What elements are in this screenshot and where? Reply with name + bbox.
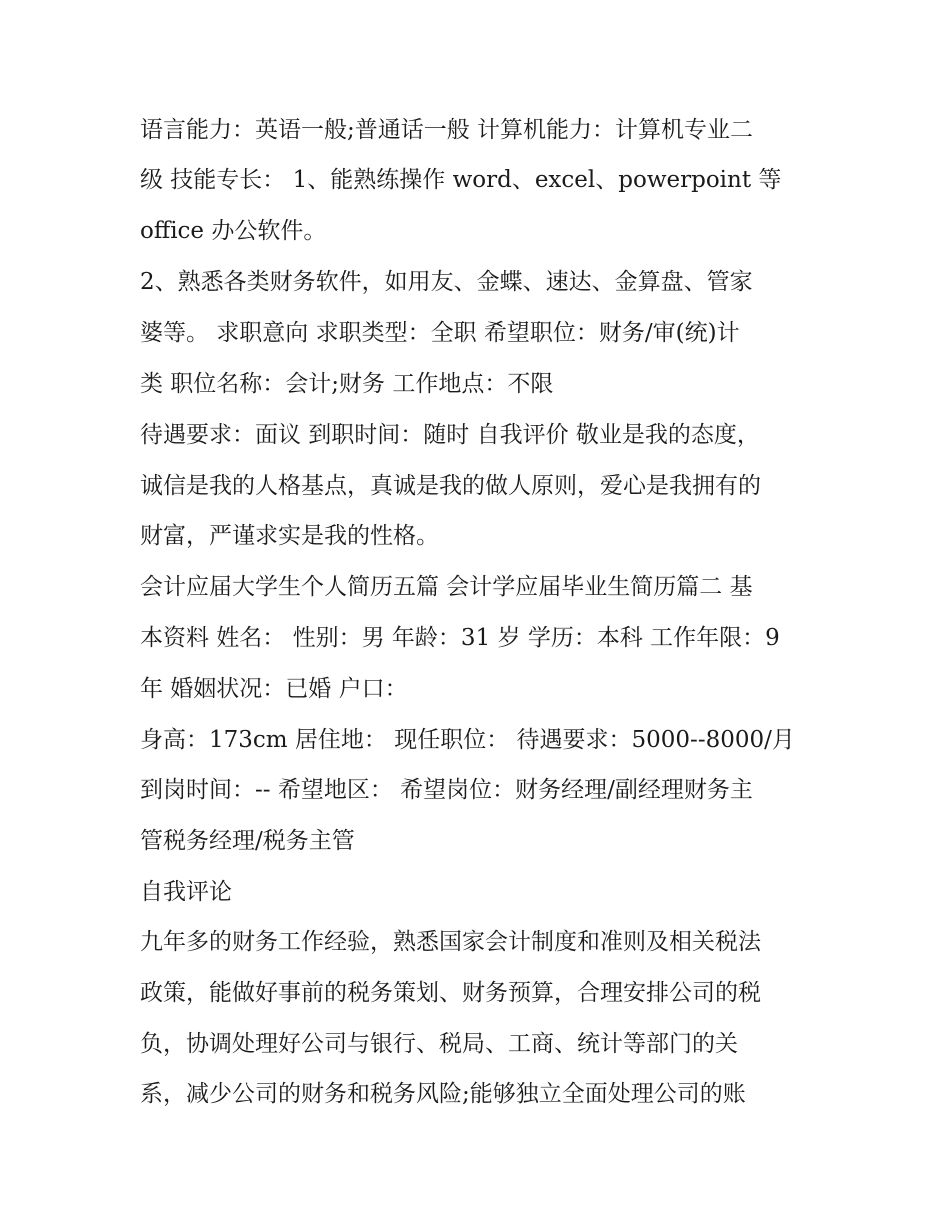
text-line: 婆等。 求职意向 求职类型：全职 希望职位：财务/审(统)计 [140,320,740,346]
text-line: 九年多的财务工作经验，熟悉国家会计制度和准则及相关税法 [140,929,761,955]
text-line: 2、熟悉各类财务软件，如用友、金蝶、速达、金算盘、管家 [140,269,753,295]
text-line: 系，减少公司的财务和税务风险;能够独立全面处理公司的账 [140,1081,746,1107]
text-line: 诚信是我的人格基点，真诚是我的做人原则，爱心是我拥有的 [140,473,761,499]
text-line: 政策，能做好事前的税务策划、财务预算，合理安排公司的税 [140,980,761,1006]
text-line: 负，协调处理好公司与银行、税局、工商、统计等部门的关 [140,1031,738,1057]
text-line: 到岗时间：-- 希望地区： 希望岗位：财务经理/副经理财务主 [140,777,753,803]
text-line: 财富，严谨求实是我的性格。 [140,523,439,549]
text-line: 身高：173cm 居住地： 现任职位： 待遇要求：5000--8000/月 [140,727,795,753]
text-line: 本资料 姓名： 性别：男 年龄：31 岁 学历：本科 工作年限：9 [140,625,780,651]
text-line: 待遇要求：面议 到职时间：随时 自我评价 敬业是我的态度， [140,422,760,448]
text-line: 会计应届大学生个人简历五篇 会计学应届毕业生简历篇二 基 [140,574,753,600]
section-heading: 自我评论 [140,879,232,905]
text-line: 类 职位名称：会计;财务 工作地点：不限 [140,371,554,397]
text-line: 管税务经理/税务主管 [140,828,355,854]
text-line: 语言能力：英语一般;普通话一般 计算机能力：计算机专业二 [140,117,754,143]
text-line: 级 技能专长： 1、能熟练操作 word、excel、powerpoint 等 [140,167,782,193]
text-line: 年 婚姻状况：已婚 户口： [140,676,408,702]
text-line: office 办公软件。 [140,218,327,244]
